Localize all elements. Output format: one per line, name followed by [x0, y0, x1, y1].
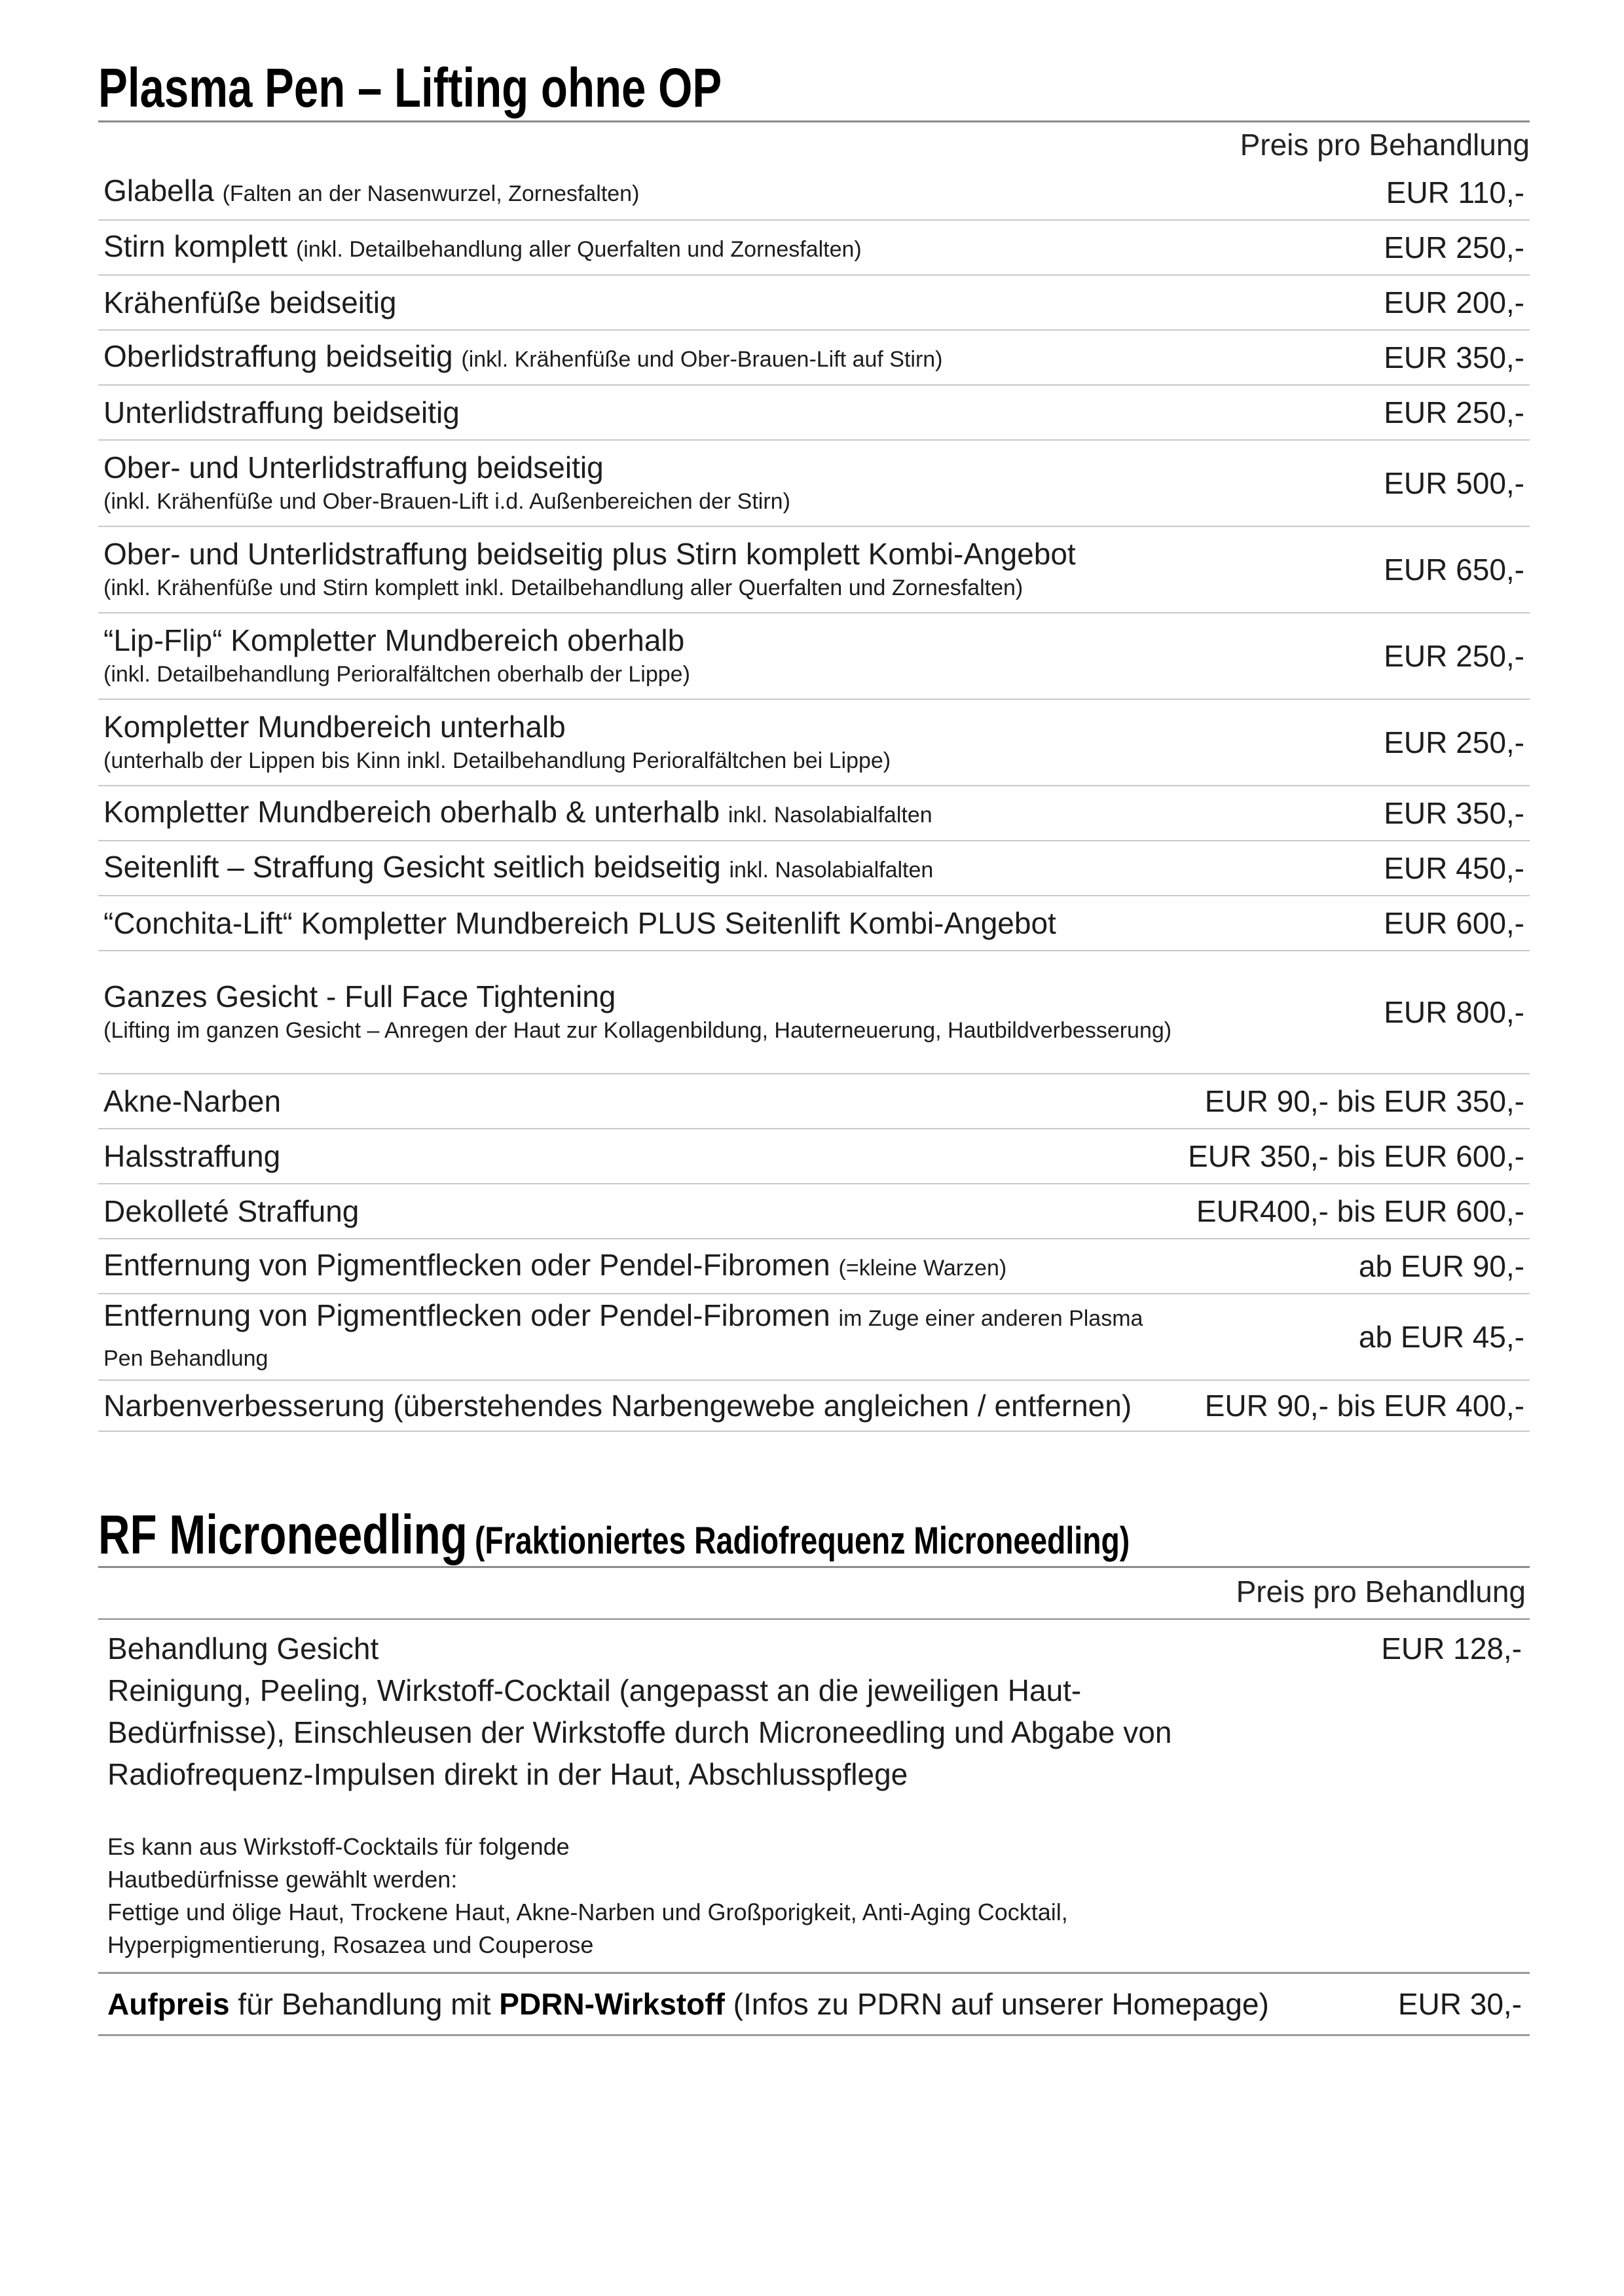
row-price: EUR 250,-: [1153, 699, 1530, 786]
row-price: EUR 350,- bis EUR 600,-: [1153, 1129, 1530, 1184]
row-line: [103, 394, 1147, 431]
row-line: [103, 848, 1147, 888]
treatment-name: “Lip-Flip“ Kompletter Mundbereich oberhalb: [103, 623, 685, 657]
row-description: [98, 841, 1153, 896]
price-row: [98, 613, 1530, 699]
row-line: [103, 978, 1147, 1015]
row-line: [103, 449, 1147, 486]
row-price: ab EUR 45,-: [1153, 1294, 1530, 1380]
cocktail-note-line: Hautbedürfnisse gewählt werden:: [107, 1866, 458, 1893]
row-description: [98, 896, 1153, 951]
section-subtitle: (Fraktioniertes Radiofrequenz Microneedling): [474, 1520, 1130, 1562]
treatment-name: “Conchita-Lift“ Kompletter Mundbereich PLUS Seitenlift Kombi-Angebot: [103, 906, 1056, 940]
treatment-name: Ober- und Unterlidstraffung beidseitig: [103, 450, 604, 484]
row-line: [103, 228, 1147, 268]
row-line: [103, 172, 1147, 212]
row-line: [103, 536, 1147, 572]
treatment-price: EUR 128,-: [1381, 1631, 1522, 1666]
treatment-row: [98, 1618, 1530, 1961]
treatment-detail: im Zuge einer anderen Plasma Pen Behandlung: [103, 1306, 1143, 1371]
price-row: [98, 275, 1530, 330]
treatment-note: (Lifting im ganzen Gesicht – Anregen der Haut zur Kollagenbildung, Hauterneuerung, Hautbildverbesserung): [103, 1018, 1172, 1043]
treatment-name: Glabella: [103, 173, 214, 208]
section-title-main: RF Microneedling: [98, 1504, 468, 1565]
row-line: [103, 1083, 1147, 1120]
row-description: [98, 220, 1153, 275]
row-line: [103, 905, 1147, 941]
price-row: [98, 220, 1530, 275]
section-divider: [98, 120, 1530, 122]
row-line: [103, 1138, 1147, 1175]
surcharge-text: für Behandlung mit: [238, 1987, 491, 2021]
row-price: EUR 600,-: [1153, 896, 1530, 951]
row-description: [98, 613, 1153, 699]
cocktail-options: Fettige und ölige Haut, Trockene Haut, Akne-Narben und Großporigkeit, Anti-Aging Cocktail, Hyperpigmentierung, Rosazea und Couperose: [107, 1899, 1068, 1958]
treatment-name: Ober- und Unterlidstraffung beidseitig plus Stirn komplett Kombi-Angebot: [103, 537, 1076, 571]
row-price: EUR 250,-: [1153, 613, 1530, 699]
treatment-note: (inkl. Detailbehandlung Perioralfältchen oberhalb der Lippe): [103, 662, 690, 687]
row-description: [98, 1184, 1153, 1239]
cocktail-note: [107, 1831, 1240, 1961]
row-price: EUR400,- bis EUR 600,-: [1153, 1184, 1530, 1239]
row-description: [98, 526, 1153, 613]
treatment-name: Unterlidstraffung beidseitig: [103, 395, 460, 429]
row-description: [98, 330, 1153, 385]
price-row: [98, 896, 1530, 951]
section-divider: [98, 1566, 1530, 1568]
row-line: [103, 1297, 1147, 1377]
row-price: EUR 250,-: [1153, 385, 1530, 440]
treatment-name: Oberlidstraffung beidseitig: [103, 338, 453, 373]
treatment-name: Entfernung von Pigmentflecken oder Pendel-Fibromen: [103, 1298, 830, 1332]
treatment-name: Stirn komplett: [103, 228, 288, 263]
price-row: [98, 526, 1530, 613]
row-line: [103, 1247, 1147, 1286]
row-description: [98, 1380, 1153, 1431]
treatment-name: Akne-Narben: [103, 1084, 282, 1118]
row-description: [98, 699, 1153, 786]
row-price: EUR 250,-: [1153, 220, 1530, 275]
treatment-name: Behandlung Gesicht: [107, 1631, 379, 1666]
price-row: [98, 440, 1530, 526]
price-row: [98, 951, 1530, 1074]
price-row: [98, 786, 1530, 841]
treatment-name: Seitenlift – Straffung Gesicht seitlich beidseitig: [103, 849, 721, 884]
treatment-note: (inkl. Krähenfüße und Ober-Brauen-Lift i.d. Außenbereichen der Stirn): [103, 489, 790, 514]
row-description: [98, 1239, 1153, 1294]
treatment-description: Reinigung, Peeling, Wirkstoff-Cocktail (angepasst an die jeweiligen Haut-Bedürfnisse), Einschleusen der Wirkstoffe durch Microneedling und Abgabe von Radiofrequenz-Impulsen direkt in der Haut, Abschlusspflege: [107, 1673, 1172, 1791]
treatment-name: Kompletter Mundbereich oberhalb & unterhalb: [103, 794, 720, 829]
treatment-detail: (=kleine Warzen): [838, 1255, 1007, 1281]
price-row: [98, 1074, 1530, 1129]
row-line: [103, 708, 1147, 745]
row-line: [103, 793, 1147, 833]
row-price: EUR 200,-: [1153, 275, 1530, 330]
row-description: [98, 951, 1172, 1074]
treatment-name: Kompletter Mundbereich unterhalb: [103, 710, 566, 744]
treatment-note: (unterhalb der Lippen bis Kinn inkl. Detailbehandlung Perioralfältchen bei Lippe): [103, 748, 891, 773]
row-price: EUR 500,-: [1153, 440, 1530, 526]
row-price: EUR 90,- bis EUR 350,-: [1153, 1074, 1530, 1129]
cocktail-note-line: Es kann aus Wirkstoff-Cocktails für folgende: [107, 1833, 570, 1860]
treatment-name: Halsstraffung: [103, 1139, 281, 1173]
row-price: EUR 110,-: [1153, 165, 1530, 220]
price-row: [98, 1380, 1530, 1431]
row-description: [98, 1129, 1153, 1184]
rf-microneedling-section: [98, 1618, 1530, 2036]
treatment-name: Krähenfüße beidseitig: [103, 285, 397, 319]
row-line: [103, 284, 1147, 321]
section-title-plasma-pen: Plasma Pen – Lifting ohne OP: [98, 57, 722, 118]
row-description: [98, 165, 1153, 220]
treatment-detail: inkl. Nasolabialfalten: [728, 802, 932, 828]
plasma-pen-price-table: [98, 165, 1530, 1432]
surcharge-label: Aufpreis: [107, 1987, 230, 2021]
row-description: [98, 786, 1153, 841]
row-description: [98, 1294, 1153, 1380]
treatment-detail: inkl. Nasolabialfalten: [729, 857, 934, 883]
row-description: [98, 385, 1153, 440]
surcharge-row: [98, 1972, 1530, 2036]
row-line: [103, 338, 1147, 378]
price-row: [98, 1294, 1530, 1380]
row-line: [103, 622, 1147, 659]
treatment-name: Dekolleté Straffung: [103, 1194, 360, 1228]
row-line: [103, 1387, 1147, 1424]
row-line: [103, 1193, 1147, 1230]
price-row: [98, 1129, 1530, 1184]
price-row: [98, 1184, 1530, 1239]
treatment-detail: (inkl. Detailbehandlung aller Querfalten und Zornesfalten): [296, 236, 862, 262]
surcharge-info: (Infos zu PDRN auf unserer Homepage): [733, 1987, 1269, 2021]
row-description: [98, 440, 1153, 526]
row-description: [98, 275, 1153, 330]
row-price: EUR 90,- bis EUR 400,-: [1153, 1380, 1530, 1431]
treatment-name: Ganzes Gesicht - Full Face Tightening: [103, 979, 616, 1013]
section-title-rf-microneedling: [98, 1503, 1130, 1567]
price-column-header: Preis pro Behandlung: [1236, 1575, 1526, 1609]
price-row: [98, 330, 1530, 385]
row-description: [98, 1074, 1153, 1129]
price-row: [98, 385, 1530, 440]
price-column-header: Preis pro Behandlung: [1240, 128, 1530, 162]
treatment-detail: (Falten an der Nasenwurzel, Zornesfalten): [222, 181, 640, 206]
price-row: [98, 699, 1530, 786]
row-price: EUR 800,-: [1153, 951, 1530, 1074]
price-row: [98, 165, 1530, 220]
treatment-name: Entfernung von Pigmentflecken oder Pendel-Fibromen: [103, 1247, 830, 1282]
treatment-detail: (inkl. Krähenfüße und Ober-Brauen-Lift auf Stirn): [461, 346, 943, 372]
treatment-note: (inkl. Krähenfüße und Stirn komplett inkl. Detailbehandlung aller Querfalten und Zornesfalten): [103, 575, 1024, 600]
row-price: EUR 350,-: [1153, 330, 1530, 385]
row-price: EUR 450,-: [1153, 841, 1530, 896]
treatment-name: Narbenverbesserung (überstehendes Narbengewebe angleichen / entfernen): [103, 1389, 1132, 1423]
surcharge-price: EUR 30,-: [1397, 1987, 1522, 2021]
row-price: EUR 650,-: [1153, 526, 1530, 613]
row-price: EUR 350,-: [1153, 786, 1530, 841]
price-row: [98, 841, 1530, 896]
row-price: ab EUR 90,-: [1153, 1239, 1530, 1294]
price-row: [98, 1239, 1530, 1294]
surcharge-product: PDRN-Wirkstoff: [499, 1987, 725, 2021]
